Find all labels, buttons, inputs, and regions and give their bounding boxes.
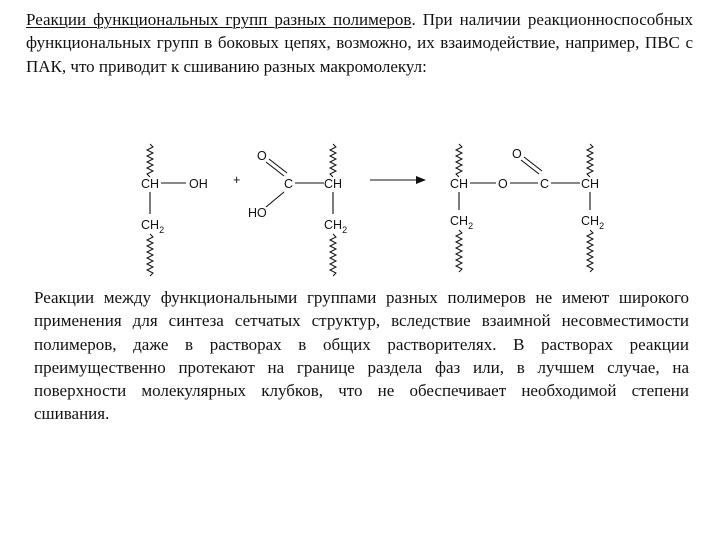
reactant-pvs [141, 144, 208, 276]
ch2-group: $CH_2$ [141, 218, 165, 235]
carbonyl-oxygen: O [257, 149, 267, 163]
product-ester [450, 144, 604, 272]
body-paragraph: Реакции между функциональными группами разных полимеров не имеют широкого применения для синтеза сетчатых структур, вследствие взаимной несовместимости полимеров, даже в растворах в общих растворителях. В растворах реакции преимущественно протекают на границе раздела фаз или, в лучшем случае, на поверхности молекулярных клубков, что не обеспечивает необходимой степени сшивания. [34, 288, 689, 424]
crosslinking-reaction-scheme [0, 132, 720, 277]
plus-sign: + [233, 173, 241, 187]
carbonyl-oxygen: O [512, 147, 522, 161]
carboxyl-carbon: C [284, 177, 294, 191]
polymer-chain-wavy-bottom [456, 230, 462, 272]
carboxyl-hydroxyl: HO [248, 206, 267, 220]
ch-group: CH [141, 177, 160, 191]
polymer-chain-wavy-top [587, 144, 593, 177]
polymer-chain-wavy-bottom [330, 234, 336, 276]
polymer-chain-wavy-top [147, 144, 153, 177]
section-heading: Реакции функциональных групп разных полимеров [26, 10, 412, 29]
ch2-group: $CH_2$ [450, 214, 474, 231]
ch-group: CH [450, 177, 469, 191]
intro-text: . При наличии реакционноспособных функциональных групп в боковых цепях, возможно, их взаимодействие, например, ПВС с ПАК, что приводит к сшиванию разных макромолекул: [26, 10, 693, 76]
ch-group: CH [324, 177, 343, 191]
polymer-chain-wavy-top [330, 144, 336, 177]
reactant-pak [248, 144, 347, 276]
hydroxyl-group: OH [189, 177, 208, 191]
ch2-group: $CH_2$ [324, 218, 348, 235]
single-bond [266, 192, 284, 207]
polymer-chain-wavy-bottom [147, 234, 153, 276]
carbonyl-carbon: C [540, 177, 550, 191]
ester-oxygen: O [498, 177, 508, 191]
ch-group: CH [581, 177, 600, 191]
intro-paragraph [26, 8, 693, 78]
polymer-chain-wavy-top [456, 144, 462, 177]
ch2-group: $CH_2$ [581, 214, 605, 231]
polymer-chain-wavy-bottom [587, 230, 593, 272]
